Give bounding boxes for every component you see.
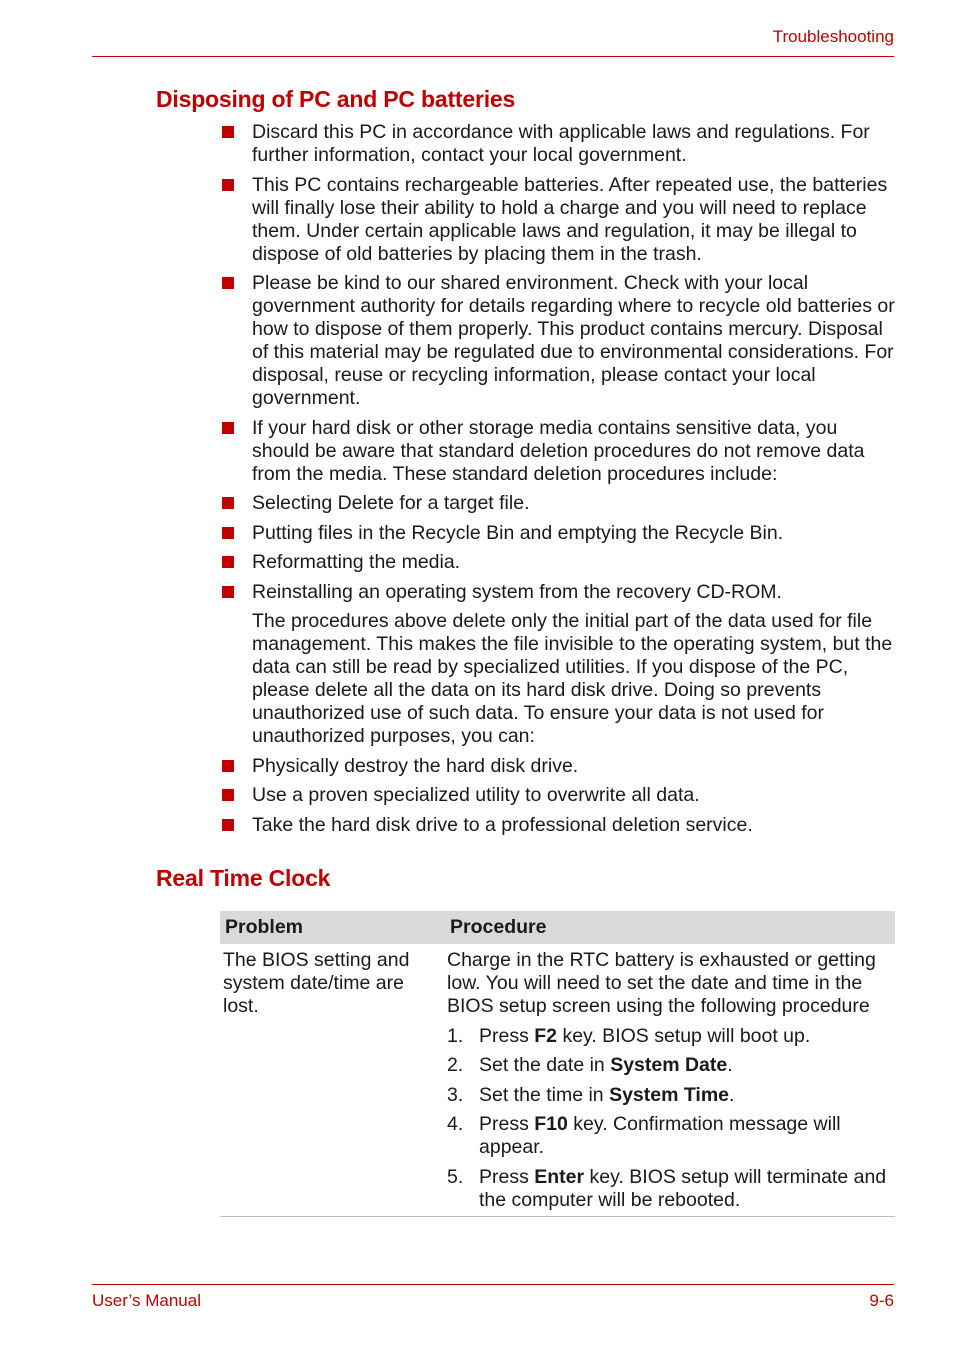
list-item: Please be kind to our shared environment. Check with your local government authority for details regarding where to recycle old batteries or how to dispose of them properly. This product contains mercury. Disposal of this material may be regulated due to environmental considerations. For disposal, reuse or recycling information, please contact your local government.	[220, 272, 900, 410]
list-item: Reinstalling an operating system from the recovery CD-ROM.	[220, 581, 900, 604]
bullet-square-icon	[222, 527, 234, 539]
list-item: Reformatting the media.	[220, 551, 900, 574]
table-header-row	[220, 911, 895, 944]
bullet-square-icon	[222, 179, 234, 191]
list-item: Discard this PC in accordance with applicable laws and regulations. For further information, contact your local government.	[220, 121, 900, 167]
bullet-square-icon	[222, 126, 234, 138]
bullet-square-icon	[222, 497, 234, 509]
table-row	[220, 944, 895, 1218]
list-item: Putting files in the Recycle Bin and emptying the Recycle Bin.	[220, 522, 900, 545]
list-item: Use a proven specialized utility to overwrite all data.	[220, 784, 900, 807]
deletion-note-paragraph: The procedures above delete only the initial part of the data used for file management. This makes the file invisible to the operating system, but the data can still be read by specialized utilities. If you dispose of the PC, please delete all the data on its hard disk drive. Doing so prevents unauthorized use of such data. To ensure your data is not used for unauthorized purposes, you can:	[252, 610, 893, 747]
section-title-real-time-clock: Real Time Clock	[156, 865, 331, 891]
table-bottom-rule	[220, 1216, 895, 1217]
procedure-step: 5. Press Enter key. BIOS setup will terminate and the computer will be rebooted.	[447, 1165, 887, 1211]
footer-rule	[92, 1284, 894, 1285]
bullet-square-icon	[222, 277, 234, 289]
disposal-list	[220, 121, 900, 843]
bullet-square-icon	[222, 789, 234, 801]
running-header: Troubleshooting	[772, 27, 894, 46]
procedure-step: 3. Set the time in System Time.	[447, 1083, 735, 1106]
list-item: If your hard disk or other storage media contains sensitive data, you should be aware that standard deletion procedures do not remove data from the media. These standard deletion procedures include:	[220, 417, 900, 486]
bullet-square-icon	[222, 819, 234, 831]
rtc-table	[220, 911, 895, 1218]
column-header-procedure: Procedure	[450, 916, 547, 938]
footer-page-number: 9-6	[869, 1291, 894, 1310]
bullet-square-icon	[222, 422, 234, 434]
procedure-step: 1. Press F2 key. BIOS setup will boot up.	[447, 1024, 811, 1047]
problem-cell: The BIOS setting and system date/time are lost.	[223, 949, 410, 1017]
procedure-cell	[445, 949, 895, 1218]
list-item: Physically destroy the hard disk drive.	[220, 755, 900, 778]
list-item: Selecting Delete for a target file.	[220, 492, 900, 515]
procedure-step: 2. Set the date in System Date.	[447, 1054, 733, 1076]
procedure-step: 4. Press F10 key. Confirmation message will appear.	[447, 1113, 841, 1158]
column-header-problem: Problem	[225, 916, 304, 938]
bullet-square-icon	[222, 556, 234, 568]
bullet-square-icon	[222, 586, 234, 598]
list-item: Take the hard disk drive to a professional deletion service.	[220, 814, 900, 837]
list-item: This PC contains rechargeable batteries. After repeated use, the batteries will finally lose their ability to hold a charge and you will need to replace them. Under certain applicable laws and regulation, it may be illegal to dispose of old batteries by placing them in the trash.	[220, 174, 900, 266]
procedure-intro: Charge in the RTC battery is exhausted or getting low. You will need to set the date and time in the BIOS setup screen using the following procedure	[447, 949, 876, 1017]
section-title-disposing: Disposing of PC and PC batteries	[156, 86, 516, 112]
footer-manual-title: User’s Manual	[92, 1291, 201, 1310]
header-rule	[92, 56, 894, 57]
bullet-square-icon	[222, 760, 234, 772]
